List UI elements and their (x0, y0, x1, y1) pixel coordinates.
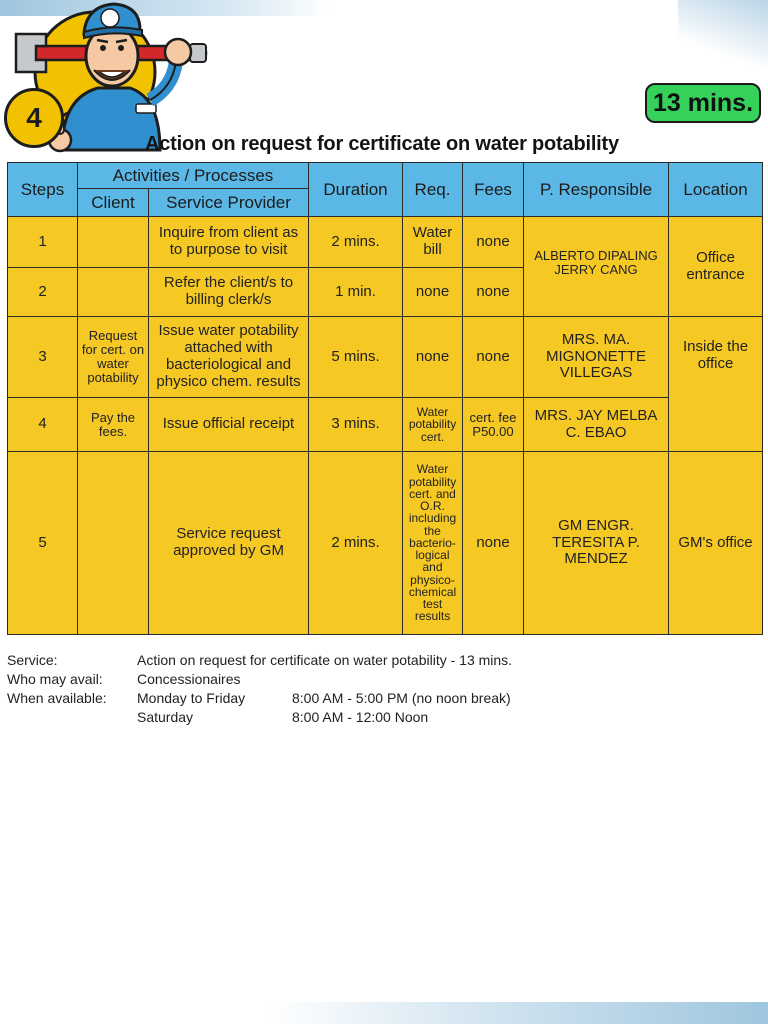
header-activities: Activities / Processes (78, 163, 309, 189)
decorative-corner-bottom-right (268, 1002, 768, 1024)
footer-saturday-row (7, 707, 747, 726)
cell-step: 1 (8, 217, 78, 268)
cell-fees: cert. fee P50.00 (463, 398, 524, 452)
footer-schedule-days: Monday to Friday (137, 689, 246, 706)
cell-fees: none (463, 317, 524, 398)
footer-when-row (7, 688, 747, 707)
footer-service-label: Service: (7, 651, 58, 668)
cell-client: Request for cert. on water potability (78, 317, 149, 398)
footer-schedule-hours: 8:00 AM - 12:00 Noon (292, 708, 429, 725)
cell-step: 5 (8, 452, 78, 635)
page-title: Action on request for certificate on water potability (145, 133, 619, 155)
footer-who-label: Who may avail: (7, 670, 103, 687)
cell-provider: Inquire from client as to purpose to visit (149, 217, 309, 268)
cell-step: 2 (8, 268, 78, 317)
cell-fees: none (463, 268, 524, 317)
cell-provider: Issue official receipt (149, 398, 309, 452)
footer-schedule-days: Saturday (137, 708, 194, 725)
step-number-badge (4, 88, 64, 148)
cell-fees: none (463, 217, 524, 268)
cell-step: 4 (8, 398, 78, 452)
cell-client (78, 217, 149, 268)
table-row (8, 217, 763, 268)
cell-requirements: Water bill (403, 217, 463, 268)
footer-service-value: Action on request for certificate on water potability - 13 mins. (137, 651, 513, 668)
table-row (8, 317, 763, 398)
header-location: Location (669, 163, 763, 217)
cell-fees: none (463, 452, 524, 635)
header-responsible: P. Responsible (524, 163, 669, 217)
cell-requirements: Water potability cert. and O.R. including the bacterio- logical and physico- chemical test results (403, 452, 463, 635)
cell-provider: Issue water potability attached with bacteriological and physico chem. results (149, 317, 309, 398)
cell-duration: 2 mins. (309, 452, 403, 635)
cell-responsible: MRS. JAY MELBA C. EBAO (524, 398, 669, 452)
cell-location: GM's office (669, 452, 763, 635)
total-duration-text: 13 mins. (652, 88, 754, 117)
footer-who-row (7, 669, 747, 688)
header-client: Client (78, 189, 149, 217)
cell-requirements: Water potability cert. (403, 398, 463, 452)
service-steps-table (7, 162, 763, 635)
header-requirements: Req. (403, 163, 463, 217)
cell-client: Pay the fees. (78, 398, 149, 452)
cell-responsible: ALBERTO DIPALING JERRY CANG (524, 217, 669, 317)
footer-who-value: Concessionaires (137, 670, 241, 687)
cell-responsible: MRS. MA. MIGNONETTE VILLEGAS (524, 317, 669, 398)
cell-duration: 1 min. (309, 268, 403, 317)
cell-client (78, 452, 149, 635)
header-fees: Fees (463, 163, 524, 217)
cell-provider: Service request approved by GM (149, 452, 309, 635)
cell-location: Office entrance (669, 217, 763, 317)
header-steps: Steps (8, 163, 78, 217)
cell-provider: Refer the client/s to billing clerk/s (149, 268, 309, 317)
footer-service-row (7, 650, 747, 669)
cell-responsible: GM ENGR. TERESITA P. MENDEZ (524, 452, 669, 635)
step-number-text: 4 (26, 102, 42, 133)
cell-step: 3 (8, 317, 78, 398)
cell-duration: 3 mins. (309, 398, 403, 452)
cell-client (78, 268, 149, 317)
service-info-footer (7, 650, 747, 726)
table-row (8, 398, 763, 452)
table-row (8, 452, 763, 635)
footer-schedule-hours: 8:00 AM - 5:00 PM (no noon break) (292, 689, 511, 706)
footer-when-label: When available: (7, 689, 107, 706)
cell-duration: 2 mins. (309, 217, 403, 268)
cell-requirements: none (403, 317, 463, 398)
cell-duration: 5 mins. (309, 317, 403, 398)
header-duration: Duration (309, 163, 403, 217)
header-service-provider: Service Provider (149, 189, 309, 217)
decorative-corner-top-right (678, 0, 768, 70)
cell-location: Inside the office (669, 317, 763, 452)
cell-requirements: none (403, 268, 463, 317)
total-duration-badge (645, 83, 761, 123)
